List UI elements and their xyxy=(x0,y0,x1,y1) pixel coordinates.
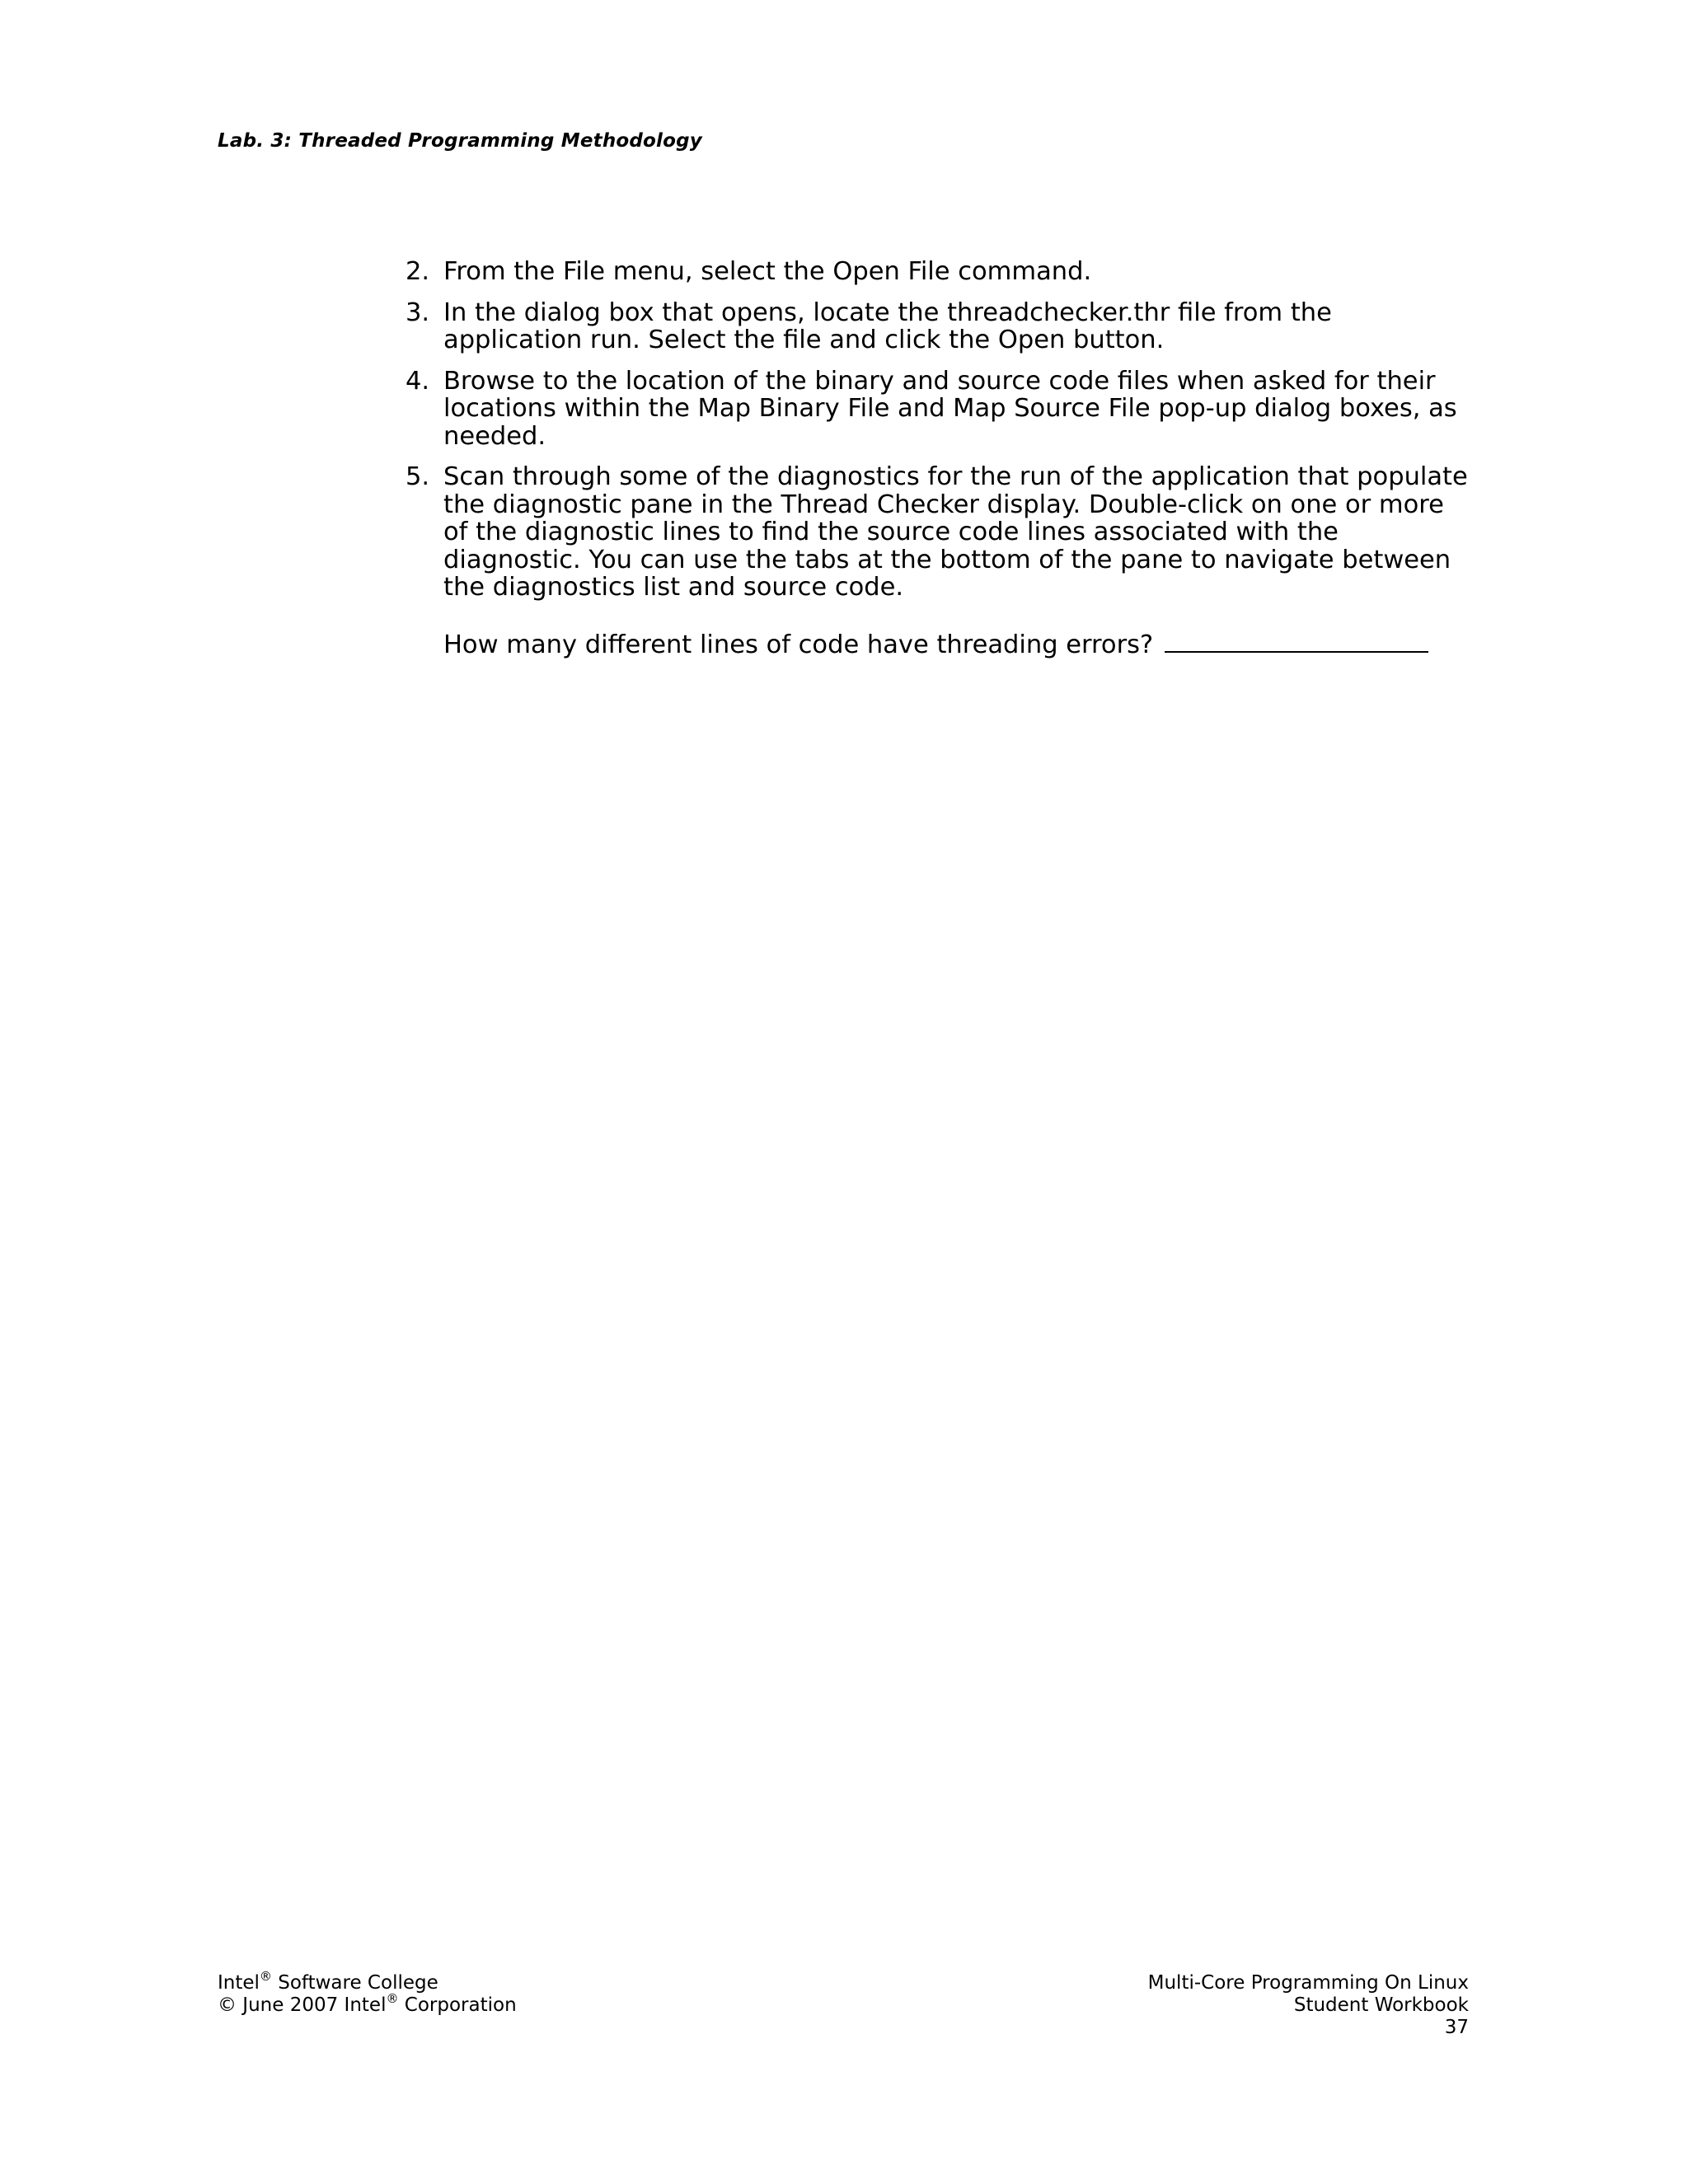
step-number: 2. xyxy=(406,257,430,286)
answer-blank xyxy=(1165,630,1428,653)
instruction-steps xyxy=(404,258,1475,615)
question-text: How many different lines of code have threading errors? xyxy=(443,630,1154,659)
footer-college: Software College xyxy=(278,1972,438,1994)
step-number: 4. xyxy=(406,366,430,396)
question-line xyxy=(443,630,1428,659)
step-item xyxy=(404,299,1475,354)
running-header: Lab. 3: Threaded Programming Methodology xyxy=(218,130,702,152)
step-item xyxy=(404,463,1475,602)
footer-course-title: Multi-Core Programming On Linux xyxy=(1147,1972,1469,1994)
registered-mark: ® xyxy=(386,1991,399,2006)
footer-corporation: Corporation xyxy=(404,1994,517,2016)
step-text: Browse to the location of the binary and source code files when asked for their locations within the Map Binary File and Map Source File pop-up dialog boxes, as needed. xyxy=(443,366,1457,451)
registered-mark: ® xyxy=(259,1969,272,1984)
footer-brand: Intel xyxy=(218,1972,260,1994)
footer-workbook: Student Workbook xyxy=(1293,1994,1469,2016)
footer-college-line xyxy=(218,1969,517,1994)
footer-right xyxy=(1148,1972,1469,2039)
step-text: From the File menu, select the Open File command. xyxy=(443,257,1092,286)
footer-left xyxy=(218,1969,517,2017)
step-number: 3. xyxy=(406,298,430,327)
step-number: 5. xyxy=(406,462,430,491)
step-item xyxy=(404,258,1475,286)
step-text: Scan through some of the diagnostics for the run of the application that populate the diagnostic pane in the Thread Checker display. Double-click on one or more of the diagnostic lines to find the source code lines associated with the diagnostic. You can use the tabs at the bottom of the pane to navigate between the diagnostics list and source code. xyxy=(443,462,1468,602)
page-number: 37 xyxy=(1444,2017,1469,2038)
step-text: In the dialog box that opens, locate the threadchecker.thr file from the application run. Select the file and click the Open button. xyxy=(443,298,1332,354)
footer-copyright: © June 2007 Intel xyxy=(218,1994,387,2016)
footer-copyright-line xyxy=(218,1991,517,2017)
step-item xyxy=(404,368,1475,451)
